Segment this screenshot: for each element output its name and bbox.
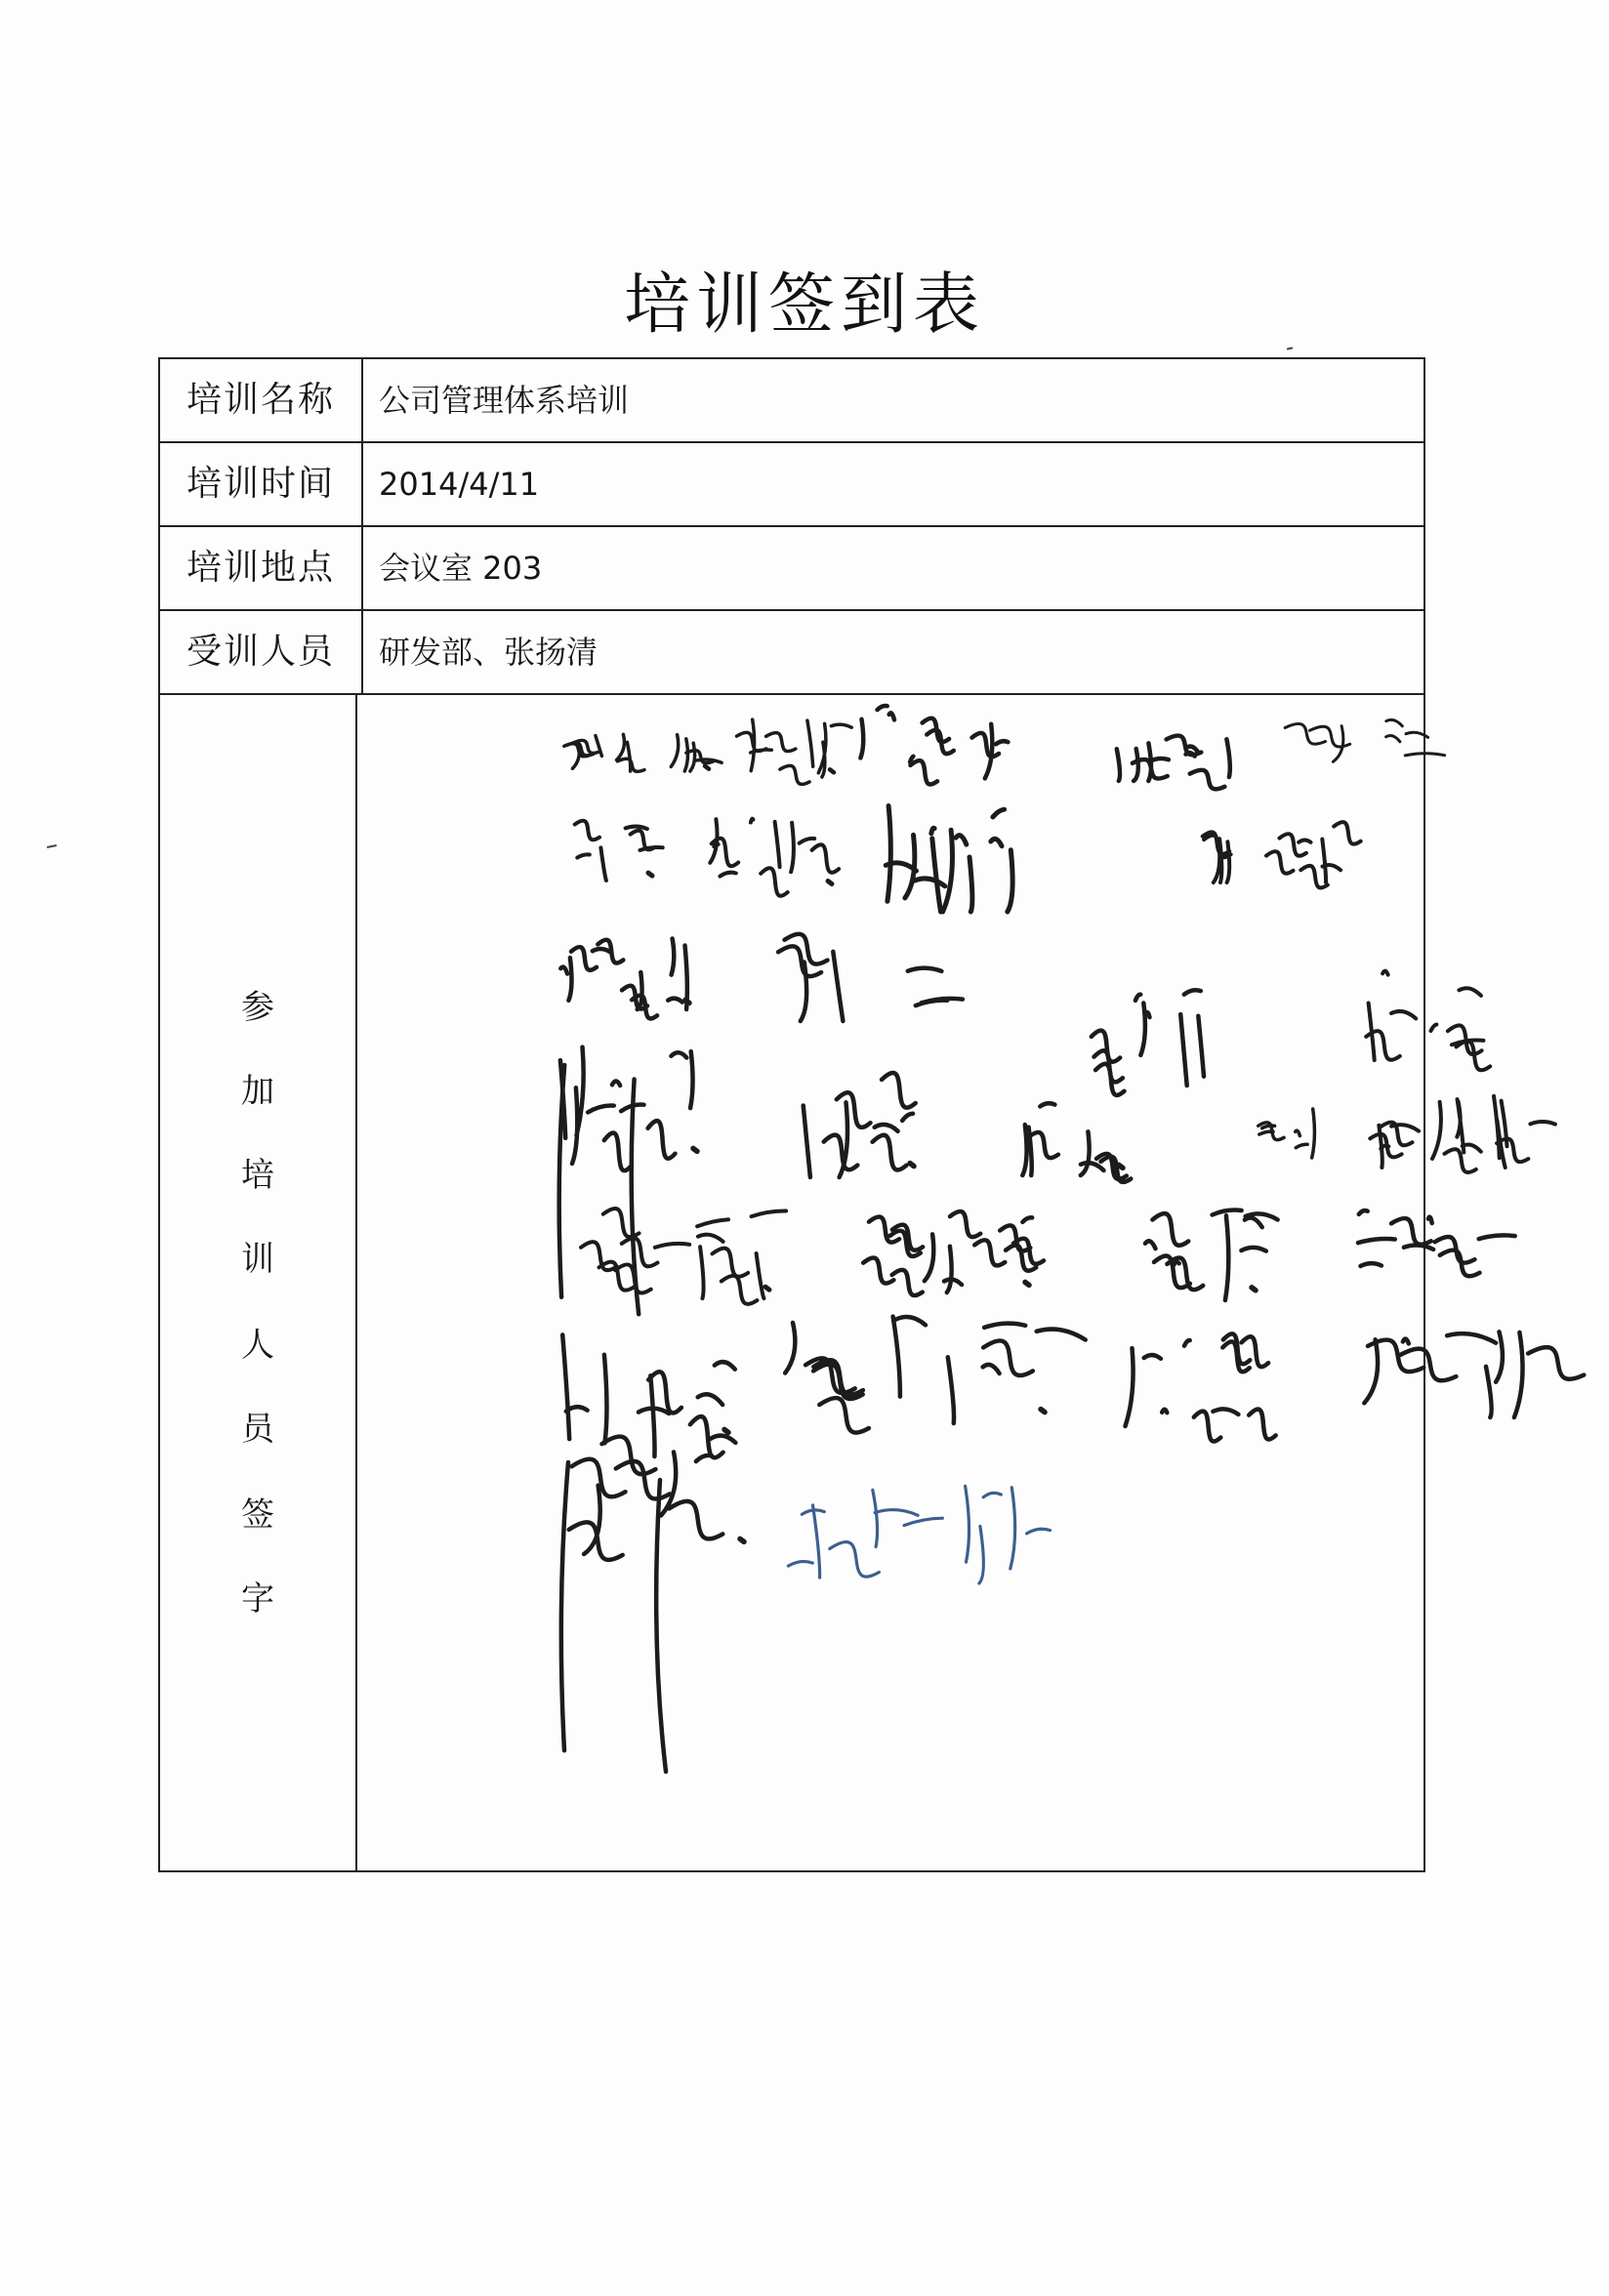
label-char: 训 — [241, 1240, 274, 1279]
handwritten-signature — [1285, 705, 1431, 773]
row-trainees — [160, 611, 1423, 695]
handwritten-signature — [1207, 808, 1353, 882]
handwritten-signature — [781, 920, 937, 1021]
signature-label-cell — [160, 695, 357, 1870]
handwritten-signature — [566, 728, 713, 771]
label-char: 培 — [241, 1156, 274, 1195]
label-char: 参 — [241, 988, 274, 1027]
label-training-name: 培训名称 — [160, 359, 363, 441]
handwritten-signature — [553, 1427, 748, 1779]
handwritten-signature — [867, 1207, 1033, 1292]
label-training-time: 培训时间 — [160, 443, 363, 525]
handwritten-signature — [1125, 1328, 1271, 1429]
row-training-name — [160, 359, 1423, 443]
handwritten-signature — [1236, 1099, 1330, 1158]
handwritten-signature — [555, 931, 693, 1009]
label-trainees: 受训人员 — [160, 611, 363, 693]
value-training-name: 公司管理体系培训 — [379, 382, 630, 419]
handwritten-signature — [578, 1203, 773, 1298]
label-training-location: 培训地点 — [160, 527, 363, 609]
handwritten-signature — [855, 701, 1002, 781]
handwritten-signature — [1129, 1193, 1259, 1300]
row-training-location — [160, 527, 1423, 611]
handwritten-signature — [1355, 963, 1478, 1060]
signature-area — [357, 695, 1423, 1870]
value-training-time: 2014/4/11 — [379, 466, 540, 503]
training-info-table — [158, 357, 1425, 1872]
scan-speck — [1287, 347, 1293, 349]
handwritten-signature — [566, 816, 656, 881]
label-char: 员 — [241, 1410, 274, 1449]
participant-signature-section — [160, 695, 1423, 1870]
handwritten-signature — [795, 1060, 918, 1177]
handwritten-signature — [1357, 1310, 1560, 1417]
label-char: 签 — [241, 1496, 274, 1535]
scan-speck — [47, 844, 57, 848]
handwritten-signature — [771, 1466, 1041, 1583]
handwritten-signature — [779, 1306, 1049, 1423]
document-title: 培训签到表 — [623, 266, 985, 344]
handwritten-signature — [1109, 717, 1236, 781]
label-char: 人 — [241, 1326, 274, 1365]
handwritten-signature — [730, 715, 838, 777]
handwritten-signature — [689, 799, 836, 892]
row-training-time — [160, 443, 1423, 527]
handwritten-signature — [1017, 1089, 1127, 1175]
handwritten-signature — [861, 797, 1043, 912]
value-training-location: 会议室 203 — [379, 550, 543, 587]
handwritten-signature — [1345, 1201, 1490, 1289]
handwritten-signature — [1373, 1089, 1545, 1168]
label-char: 加 — [241, 1072, 274, 1111]
handwritten-signature — [1070, 980, 1226, 1086]
label-char: 字 — [241, 1579, 274, 1619]
value-trainees: 研发部、张扬清 — [379, 634, 598, 671]
